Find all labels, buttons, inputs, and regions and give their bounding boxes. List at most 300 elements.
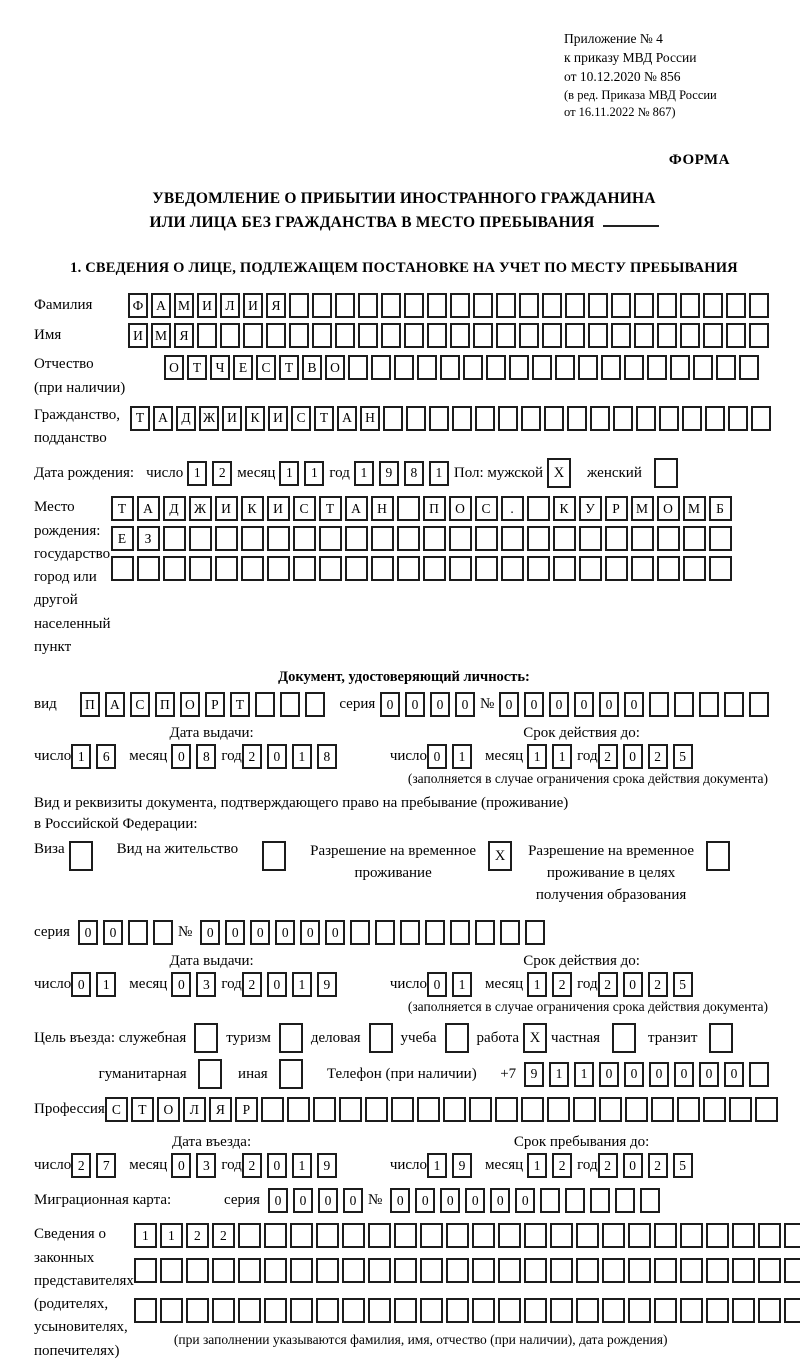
form-cell[interactable]: К xyxy=(245,406,265,431)
form-cell[interactable] xyxy=(290,1258,313,1283)
form-cell[interactable] xyxy=(631,526,654,551)
form-cell[interactable] xyxy=(319,526,342,551)
form-cell[interactable] xyxy=(613,406,633,431)
form-cell[interactable]: 0 xyxy=(267,972,287,997)
form-cell[interactable]: 0 xyxy=(78,920,98,945)
form-cell[interactable] xyxy=(469,1097,492,1122)
form-cell[interactable] xyxy=(565,323,585,348)
form-cell[interactable]: В xyxy=(302,355,322,380)
form-cell[interactable] xyxy=(319,556,342,581)
form-cell[interactable]: 9 xyxy=(452,1153,472,1178)
checkbox-temp-residence[interactable]: X xyxy=(488,841,512,871)
form-cell[interactable] xyxy=(496,323,516,348)
form-cell[interactable] xyxy=(659,406,679,431)
form-cell[interactable] xyxy=(495,1097,518,1122)
form-cell[interactable]: 1 xyxy=(292,1153,312,1178)
form-cell[interactable] xyxy=(651,1097,674,1122)
form-cell[interactable] xyxy=(657,293,677,318)
form-cell[interactable] xyxy=(189,526,212,551)
form-cell[interactable] xyxy=(628,1223,651,1248)
form-cell[interactable] xyxy=(423,556,446,581)
form-cell[interactable] xyxy=(365,1097,388,1122)
form-cell[interactable]: 0 xyxy=(293,1188,313,1213)
form-cell[interactable] xyxy=(532,355,552,380)
form-cell[interactable] xyxy=(473,323,493,348)
form-cell[interactable] xyxy=(611,293,631,318)
form-cell[interactable] xyxy=(601,355,621,380)
form-cell[interactable] xyxy=(628,1298,651,1323)
form-cell[interactable]: 1 xyxy=(71,744,91,769)
form-cell[interactable] xyxy=(440,355,460,380)
form-cell[interactable] xyxy=(703,293,723,318)
form-cell[interactable]: Д xyxy=(163,496,186,521)
form-cell[interactable] xyxy=(527,556,550,581)
form-cell[interactable] xyxy=(134,1258,157,1283)
form-cell[interactable]: Т xyxy=(131,1097,154,1122)
form-cell[interactable] xyxy=(443,1097,466,1122)
form-cell[interactable] xyxy=(186,1298,209,1323)
form-cell[interactable]: 3 xyxy=(196,972,216,997)
form-cell[interactable] xyxy=(640,1188,660,1213)
form-cell[interactable]: О xyxy=(164,355,184,380)
form-cell[interactable] xyxy=(751,406,771,431)
form-cell[interactable] xyxy=(550,1258,573,1283)
form-cell[interactable]: . xyxy=(501,496,524,521)
form-cell[interactable] xyxy=(446,1298,469,1323)
form-cell[interactable] xyxy=(699,692,719,717)
form-cell[interactable] xyxy=(267,556,290,581)
form-cell[interactable]: 0 xyxy=(623,744,643,769)
form-cell[interactable] xyxy=(289,293,309,318)
form-cell[interactable] xyxy=(280,692,300,717)
form-cell[interactable] xyxy=(565,293,585,318)
form-cell[interactable] xyxy=(519,293,539,318)
form-cell[interactable] xyxy=(342,1298,365,1323)
form-cell[interactable]: 2 xyxy=(648,744,668,769)
form-cell[interactable] xyxy=(573,1097,596,1122)
form-cell[interactable] xyxy=(345,556,368,581)
form-cell[interactable] xyxy=(420,1258,443,1283)
form-cell[interactable] xyxy=(680,1298,703,1323)
form-cell[interactable]: 0 xyxy=(171,744,191,769)
form-cell[interactable] xyxy=(784,1298,800,1323)
form-cell[interactable] xyxy=(565,1188,585,1213)
form-cell[interactable] xyxy=(452,406,472,431)
form-cell[interactable]: 0 xyxy=(623,1153,643,1178)
form-cell[interactable] xyxy=(732,1258,755,1283)
form-cell[interactable] xyxy=(544,406,564,431)
form-cell[interactable] xyxy=(729,1097,752,1122)
form-cell[interactable]: 0 xyxy=(624,1062,644,1087)
form-cell[interactable] xyxy=(463,355,483,380)
form-cell[interactable]: 0 xyxy=(599,692,619,717)
form-cell[interactable] xyxy=(624,355,644,380)
checkbox-other[interactable] xyxy=(279,1059,303,1089)
form-cell[interactable] xyxy=(472,1298,495,1323)
form-cell[interactable]: Т xyxy=(279,355,299,380)
form-cell[interactable] xyxy=(498,1298,521,1323)
form-cell[interactable]: Л xyxy=(183,1097,206,1122)
form-cell[interactable]: 1 xyxy=(549,1062,569,1087)
form-cell[interactable] xyxy=(342,1258,365,1283)
form-cell[interactable] xyxy=(657,323,677,348)
form-cell[interactable]: П xyxy=(80,692,100,717)
checkbox-tourism[interactable] xyxy=(279,1023,303,1053)
form-cell[interactable] xyxy=(293,556,316,581)
checkbox-study[interactable] xyxy=(445,1023,469,1053)
form-cell[interactable] xyxy=(657,526,680,551)
form-cell[interactable]: Ж xyxy=(199,406,219,431)
form-cell[interactable] xyxy=(521,406,541,431)
form-cell[interactable] xyxy=(450,920,470,945)
form-cell[interactable] xyxy=(241,556,264,581)
form-cell[interactable]: 0 xyxy=(275,920,295,945)
form-cell[interactable] xyxy=(287,1097,310,1122)
form-cell[interactable] xyxy=(220,323,240,348)
form-cell[interactable] xyxy=(475,406,495,431)
form-cell[interactable] xyxy=(683,526,706,551)
form-cell[interactable] xyxy=(677,1097,700,1122)
form-cell[interactable] xyxy=(197,323,217,348)
form-cell[interactable] xyxy=(636,406,656,431)
form-cell[interactable] xyxy=(784,1258,800,1283)
form-cell[interactable] xyxy=(371,355,391,380)
form-cell[interactable]: Ф xyxy=(128,293,148,318)
form-cell[interactable] xyxy=(705,406,725,431)
form-cell[interactable] xyxy=(266,323,286,348)
form-cell[interactable] xyxy=(749,293,769,318)
form-cell[interactable] xyxy=(749,323,769,348)
form-cell[interactable] xyxy=(450,323,470,348)
checkbox-humanitarian[interactable] xyxy=(198,1059,222,1089)
form-cell[interactable]: П xyxy=(423,496,446,521)
form-cell[interactable] xyxy=(111,556,134,581)
form-cell[interactable]: 0 xyxy=(524,692,544,717)
form-cell[interactable]: 2 xyxy=(71,1153,91,1178)
form-cell[interactable]: И xyxy=(215,496,238,521)
form-cell[interactable]: Т xyxy=(319,496,342,521)
form-cell[interactable] xyxy=(429,406,449,431)
form-cell[interactable]: 3 xyxy=(196,1153,216,1178)
form-cell[interactable] xyxy=(358,293,378,318)
form-cell[interactable]: 0 xyxy=(200,920,220,945)
form-cell[interactable]: 1 xyxy=(552,744,572,769)
form-cell[interactable] xyxy=(215,526,238,551)
form-cell[interactable] xyxy=(400,920,420,945)
form-cell[interactable] xyxy=(427,323,447,348)
form-cell[interactable] xyxy=(358,323,378,348)
form-cell[interactable]: 1 xyxy=(187,461,207,486)
form-cell[interactable]: А xyxy=(105,692,125,717)
form-cell[interactable] xyxy=(305,692,325,717)
form-cell[interactable]: 2 xyxy=(242,1153,262,1178)
form-cell[interactable]: 9 xyxy=(379,461,399,486)
form-cell[interactable]: 1 xyxy=(574,1062,594,1087)
form-cell[interactable]: 0 xyxy=(499,692,519,717)
form-cell[interactable]: 1 xyxy=(96,972,116,997)
form-cell[interactable] xyxy=(212,1298,235,1323)
form-cell[interactable]: П xyxy=(155,692,175,717)
form-cell[interactable]: 0 xyxy=(455,692,475,717)
form-cell[interactable]: Я xyxy=(266,293,286,318)
form-cell[interactable] xyxy=(498,1258,521,1283)
form-cell[interactable] xyxy=(128,920,148,945)
form-cell[interactable]: 1 xyxy=(304,461,324,486)
form-cell[interactable] xyxy=(381,293,401,318)
form-cell[interactable]: 8 xyxy=(317,744,337,769)
form-cell[interactable]: 1 xyxy=(292,744,312,769)
form-cell[interactable] xyxy=(576,1223,599,1248)
form-cell[interactable] xyxy=(397,526,420,551)
form-cell[interactable]: 2 xyxy=(212,461,232,486)
form-cell[interactable]: С xyxy=(291,406,311,431)
form-cell[interactable] xyxy=(290,1298,313,1323)
form-cell[interactable]: 1 xyxy=(429,461,449,486)
form-cell[interactable]: А xyxy=(151,293,171,318)
form-cell[interactable] xyxy=(758,1258,781,1283)
form-cell[interactable]: У xyxy=(579,496,602,521)
form-cell[interactable] xyxy=(547,1097,570,1122)
form-cell[interactable] xyxy=(732,1298,755,1323)
form-cell[interactable]: 1 xyxy=(527,744,547,769)
form-cell[interactable] xyxy=(680,1258,703,1283)
form-cell[interactable] xyxy=(368,1223,391,1248)
form-cell[interactable]: Р xyxy=(235,1097,258,1122)
form-cell[interactable]: Н xyxy=(371,496,394,521)
checkbox-female[interactable] xyxy=(654,458,678,488)
form-cell[interactable] xyxy=(496,293,516,318)
form-cell[interactable] xyxy=(654,1223,677,1248)
form-cell[interactable]: 9 xyxy=(317,972,337,997)
form-cell[interactable] xyxy=(739,355,759,380)
form-cell[interactable] xyxy=(486,355,506,380)
form-cell[interactable]: 0 xyxy=(599,1062,619,1087)
form-cell[interactable] xyxy=(345,526,368,551)
form-cell[interactable]: И xyxy=(197,293,217,318)
form-cell[interactable]: Я xyxy=(174,323,194,348)
form-cell[interactable] xyxy=(758,1223,781,1248)
form-cell[interactable]: 2 xyxy=(212,1223,235,1248)
form-cell[interactable]: И xyxy=(128,323,148,348)
form-cell[interactable] xyxy=(350,920,370,945)
form-cell[interactable] xyxy=(397,496,420,521)
form-cell[interactable]: О xyxy=(449,496,472,521)
form-cell[interactable]: Е xyxy=(233,355,253,380)
form-cell[interactable] xyxy=(631,556,654,581)
form-cell[interactable]: Б xyxy=(709,496,732,521)
form-cell[interactable] xyxy=(186,1258,209,1283)
form-cell[interactable] xyxy=(381,323,401,348)
form-cell[interactable]: О xyxy=(325,355,345,380)
form-cell[interactable] xyxy=(703,323,723,348)
form-cell[interactable] xyxy=(371,526,394,551)
form-cell[interactable] xyxy=(634,323,654,348)
form-cell[interactable] xyxy=(475,526,498,551)
form-cell[interactable]: 1 xyxy=(452,972,472,997)
form-cell[interactable] xyxy=(404,293,424,318)
form-cell[interactable]: А xyxy=(137,496,160,521)
form-cell[interactable] xyxy=(163,556,186,581)
form-cell[interactable] xyxy=(588,293,608,318)
form-cell[interactable] xyxy=(758,1298,781,1323)
form-cell[interactable]: М xyxy=(174,293,194,318)
form-cell[interactable] xyxy=(425,920,445,945)
form-cell[interactable]: С xyxy=(256,355,276,380)
form-cell[interactable]: 2 xyxy=(648,1153,668,1178)
form-cell[interactable] xyxy=(682,406,702,431)
form-cell[interactable] xyxy=(749,1062,769,1087)
form-cell[interactable] xyxy=(576,1258,599,1283)
form-cell[interactable] xyxy=(160,1258,183,1283)
form-cell[interactable] xyxy=(427,293,447,318)
form-cell[interactable]: 0 xyxy=(674,1062,694,1087)
form-cell[interactable] xyxy=(312,293,332,318)
form-cell[interactable] xyxy=(716,355,736,380)
form-cell[interactable] xyxy=(527,496,550,521)
form-cell[interactable] xyxy=(550,1223,573,1248)
form-cell[interactable] xyxy=(368,1258,391,1283)
form-cell[interactable] xyxy=(628,1258,651,1283)
form-cell[interactable]: 0 xyxy=(405,692,425,717)
form-cell[interactable]: 9 xyxy=(524,1062,544,1087)
form-cell[interactable]: 0 xyxy=(549,692,569,717)
form-cell[interactable]: М xyxy=(631,496,654,521)
form-cell[interactable]: 5 xyxy=(673,744,693,769)
form-cell[interactable] xyxy=(524,1258,547,1283)
form-cell[interactable]: 0 xyxy=(343,1188,363,1213)
form-cell[interactable] xyxy=(406,406,426,431)
form-cell[interactable]: 2 xyxy=(242,744,262,769)
form-cell[interactable] xyxy=(501,556,524,581)
form-cell[interactable] xyxy=(472,1258,495,1283)
form-cell[interactable]: 2 xyxy=(598,972,618,997)
form-cell[interactable] xyxy=(238,1258,261,1283)
form-cell[interactable] xyxy=(404,323,424,348)
form-cell[interactable]: Р xyxy=(605,496,628,521)
form-cell[interactable]: Т xyxy=(111,496,134,521)
form-cell[interactable] xyxy=(394,1258,417,1283)
form-cell[interactable]: 0 xyxy=(724,1062,744,1087)
form-cell[interactable] xyxy=(567,406,587,431)
form-cell[interactable] xyxy=(579,556,602,581)
form-cell[interactable]: 0 xyxy=(267,744,287,769)
form-cell[interactable]: 0 xyxy=(300,920,320,945)
form-cell[interactable]: М xyxy=(683,496,706,521)
form-cell[interactable]: 0 xyxy=(415,1188,435,1213)
form-cell[interactable]: 0 xyxy=(380,692,400,717)
form-cell[interactable]: Я xyxy=(209,1097,232,1122)
form-cell[interactable] xyxy=(473,293,493,318)
form-cell[interactable] xyxy=(634,293,654,318)
form-cell[interactable] xyxy=(605,556,628,581)
form-cell[interactable] xyxy=(264,1223,287,1248)
form-cell[interactable]: О xyxy=(657,496,680,521)
form-cell[interactable]: Т xyxy=(230,692,250,717)
form-cell[interactable] xyxy=(625,1097,648,1122)
form-cell[interactable] xyxy=(397,556,420,581)
form-cell[interactable] xyxy=(394,355,414,380)
form-cell[interactable] xyxy=(654,1298,677,1323)
form-cell[interactable]: 0 xyxy=(250,920,270,945)
form-cell[interactable]: 1 xyxy=(527,1153,547,1178)
form-cell[interactable]: О xyxy=(157,1097,180,1122)
form-cell[interactable] xyxy=(293,526,316,551)
form-cell[interactable] xyxy=(706,1258,729,1283)
form-cell[interactable] xyxy=(160,1298,183,1323)
form-cell[interactable]: 9 xyxy=(317,1153,337,1178)
form-cell[interactable]: 2 xyxy=(242,972,262,997)
form-cell[interactable] xyxy=(602,1258,625,1283)
form-cell[interactable] xyxy=(657,556,680,581)
form-cell[interactable] xyxy=(784,1223,800,1248)
form-cell[interactable] xyxy=(755,1097,778,1122)
checkbox-official[interactable] xyxy=(194,1023,218,1053)
form-cell[interactable]: С xyxy=(130,692,150,717)
form-cell[interactable]: О xyxy=(180,692,200,717)
form-cell[interactable]: 1 xyxy=(160,1223,183,1248)
form-cell[interactable]: 1 xyxy=(527,972,547,997)
form-cell[interactable]: 0 xyxy=(318,1188,338,1213)
form-cell[interactable]: 0 xyxy=(623,972,643,997)
form-cell[interactable] xyxy=(371,556,394,581)
form-cell[interactable]: 1 xyxy=(452,744,472,769)
form-cell[interactable]: Р xyxy=(205,692,225,717)
form-cell[interactable]: 0 xyxy=(268,1188,288,1213)
form-cell[interactable]: И xyxy=(243,293,263,318)
form-cell[interactable] xyxy=(383,406,403,431)
form-cell[interactable] xyxy=(542,323,562,348)
form-cell[interactable] xyxy=(215,556,238,581)
form-cell[interactable] xyxy=(241,526,264,551)
form-cell[interactable] xyxy=(498,406,518,431)
form-cell[interactable] xyxy=(446,1223,469,1248)
form-cell[interactable] xyxy=(313,1097,336,1122)
form-cell[interactable]: Ж xyxy=(189,496,212,521)
form-cell[interactable] xyxy=(576,1298,599,1323)
form-cell[interactable]: 8 xyxy=(196,744,216,769)
form-cell[interactable] xyxy=(475,920,495,945)
form-cell[interactable]: Л xyxy=(220,293,240,318)
form-cell[interactable] xyxy=(153,920,173,945)
form-cell[interactable] xyxy=(501,526,524,551)
form-cell[interactable] xyxy=(243,323,263,348)
form-cell[interactable] xyxy=(588,323,608,348)
form-cell[interactable]: 1 xyxy=(292,972,312,997)
checkbox-male[interactable]: X xyxy=(547,458,571,488)
form-cell[interactable]: К xyxy=(553,496,576,521)
form-cell[interactable]: 0 xyxy=(574,692,594,717)
form-cell[interactable] xyxy=(578,355,598,380)
form-cell[interactable] xyxy=(189,556,212,581)
form-cell[interactable] xyxy=(267,526,290,551)
form-cell[interactable]: 0 xyxy=(390,1188,410,1213)
form-cell[interactable]: К xyxy=(241,496,264,521)
form-cell[interactable] xyxy=(509,355,529,380)
form-cell[interactable] xyxy=(683,556,706,581)
form-cell[interactable]: Т xyxy=(187,355,207,380)
form-cell[interactable]: 0 xyxy=(490,1188,510,1213)
form-cell[interactable] xyxy=(342,1223,365,1248)
form-cell[interactable]: 0 xyxy=(171,1153,191,1178)
form-cell[interactable] xyxy=(316,1298,339,1323)
form-cell[interactable] xyxy=(449,526,472,551)
form-cell[interactable] xyxy=(498,1223,521,1248)
form-cell[interactable] xyxy=(555,355,575,380)
form-cell[interactable]: 5 xyxy=(673,972,693,997)
form-cell[interactable] xyxy=(542,293,562,318)
form-cell[interactable]: И xyxy=(222,406,242,431)
form-cell[interactable] xyxy=(391,1097,414,1122)
